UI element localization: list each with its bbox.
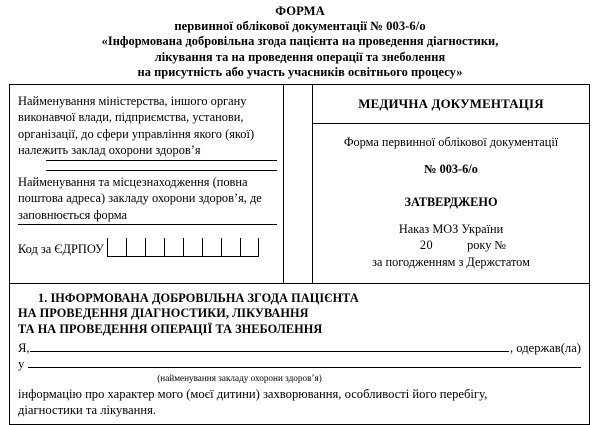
edrpou-label: Код за ЄДРПОУ (18, 242, 104, 257)
organization-cell (10, 85, 284, 283)
order-year-prefix: 20 (419, 238, 434, 252)
header-line-subtitle: первинної облікової документації № 003-6/о (174, 19, 426, 34)
facility-name-input[interactable] (28, 357, 581, 368)
facility-name-field[interactable] (18, 357, 581, 372)
facility-name-label: у (18, 357, 25, 372)
section-1 (10, 283, 589, 424)
medical-documentation-title: МЕДИЧНА ДОКУМЕНТАЦІЯ (313, 85, 589, 124)
edrpou-cell[interactable] (126, 238, 145, 256)
section-1-heading-line-3: ТА НА ПРОВЕДЕННЯ ОПЕРАЦІЇ ТА ЗНЕБОЛЕННЯ (18, 321, 323, 336)
organization-rule-2 (46, 170, 277, 171)
edrpou-cell[interactable] (240, 238, 259, 256)
header-line-title-3: на присутність або участь учасників освітнього процесу» (137, 64, 463, 79)
form-number: № 003-6/о (424, 162, 478, 176)
form-registry-line: Форма первинної облікової документації (343, 135, 559, 149)
section-1-paragraph-line-1: інформацію про характер мого (моєї дитини) захворювання, особливості його перебігу, (18, 387, 488, 402)
edrpou-cell[interactable] (221, 238, 240, 256)
edrpou-cell[interactable] (183, 238, 202, 256)
edrpou-cell[interactable] (145, 238, 164, 256)
header-line-title-2: лікування та на проведення операції та знеболення (154, 49, 446, 64)
section-1-paragraph (18, 386, 581, 418)
edrpou-cell[interactable] (107, 238, 126, 256)
medical-documentation-cell (313, 85, 589, 283)
order-year-suffix: року № (467, 238, 507, 252)
facility-address-rule (18, 224, 277, 225)
organization-rule-1 (46, 160, 277, 161)
agreed-line: за погодженням з Держстатом (372, 255, 530, 269)
header-line-form: ФОРМА (275, 4, 325, 18)
patient-name-label: Я, (18, 341, 30, 356)
medical-documentation-body (313, 124, 589, 276)
edrpou-cell[interactable] (164, 238, 183, 256)
form-header-table (9, 84, 590, 425)
order-year-line (319, 237, 583, 254)
table-top-row (10, 85, 589, 283)
patient-name-suffix: , одержав(ла) (509, 341, 581, 356)
order-line: Наказ МОЗ України (398, 222, 504, 236)
patient-name-field[interactable] (18, 341, 581, 356)
edrpou-code-boxes[interactable] (107, 238, 259, 257)
organization-label: Найменування міністерства, іншого органу виконавчої влади, підприємства, установи, організації, до сфери управління якого (якої) належить заклад охорони здоров’я (18, 94, 255, 157)
facility-name-caption: (найменування закладу охорони здоров’я) (157, 373, 322, 384)
document-header (0, 0, 600, 80)
patient-name-input[interactable] (30, 341, 509, 352)
facility-address-label: Найменування та місцезнаходження (повна поштова адреса) закладу охорони здоров’я, де заповнюється форма (18, 175, 262, 222)
edrpou-cell[interactable] (202, 238, 221, 256)
edrpou-field (18, 238, 277, 257)
header-line-title-1: «Інформована добровільна згода пацієнта на проведення діагностики, (101, 34, 499, 49)
table-spacer-column (284, 85, 313, 283)
section-1-paragraph-line-2: діагностики та лікування. (18, 403, 157, 418)
approved-label: ЗАТВЕРДЖЕНО (404, 195, 498, 209)
section-1-heading-line-1: 1. ІНФОРМОВАНА ДОБРОВІЛЬНА ЗГОДА ПАЦІЄНТА (38, 291, 359, 305)
section-1-heading-line-2: НА ПРОВЕДЕННЯ ДІАГНОСТИКИ, ЛІКУВАННЯ (18, 306, 309, 321)
